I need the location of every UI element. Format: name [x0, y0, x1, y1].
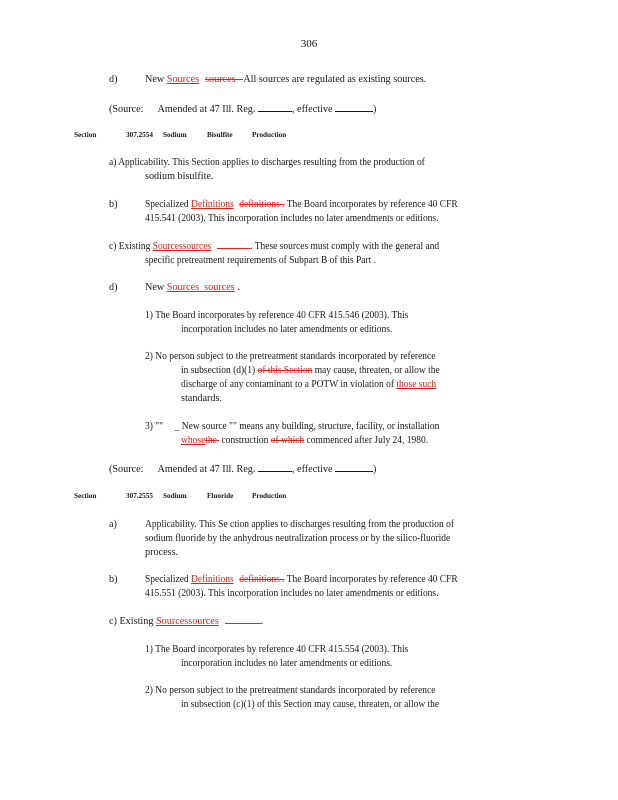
item-label: a) — [109, 519, 117, 530]
paragraph-line: a) Applicability. This Section applies to discharges resulting from the production of — [109, 157, 425, 168]
paragraph-line: Specialized Definitions definitions . The Board incorporates by reference 40 CFR — [145, 574, 458, 585]
paragraph-line: 2) No person subject to the pretreatment standards incorporated by reference — [145, 685, 436, 696]
item-label: d) — [109, 282, 118, 293]
section-title-word: Production — [252, 131, 287, 139]
paragraph-line: specific pretreatment requirements of Subpart B of this Part . — [145, 255, 377, 266]
section-title-word: Production — [252, 492, 287, 500]
paragraph-line: New Sources sources All sources are regulated as existing sources. — [145, 74, 427, 85]
paragraph-line: 3) "" _ New source "" means any building, structure, facility, or installation — [145, 421, 440, 432]
section-title-word: Bisulfite — [207, 131, 233, 139]
paragraph-line: discharge of any contaminant to a POTW in violation of those such — [181, 379, 437, 390]
item-label: b) — [109, 199, 118, 210]
paragraph-line: process. — [145, 547, 179, 558]
inserted-text: Sources — [155, 616, 189, 627]
section-title-word: Sodium — [163, 492, 187, 500]
paragraph-line: 1) The Board incorporates by reference 40 CFR 415.546 (2003). This — [145, 310, 409, 321]
paragraph-line: incorporation includes no later amendments or editions. — [181, 658, 393, 669]
deleted-text: definitions — [239, 199, 280, 210]
page-number: 306 — [300, 38, 318, 50]
section-number: 307.2554 — [126, 131, 153, 139]
deleted-text: the — [205, 435, 217, 446]
paragraph-line: c) Existing Sourcessources . These sources must comply with the general and — [109, 241, 440, 252]
paragraph-line: c) Existing Sourcessources . — [109, 616, 264, 627]
inserted-text: Sources — [166, 282, 200, 293]
paragraph-line: 415.541 (2003). This incorporation includes no later amendments or editions. — [145, 213, 439, 224]
deleted-text: of which — [270, 435, 305, 446]
section-title-word: Fluoride — [207, 492, 234, 500]
inserted-text: Definitions — [191, 199, 234, 210]
inserted-text: those — [396, 379, 417, 390]
paragraph-line: incorporation includes no later amendments or editions. — [181, 324, 393, 335]
paragraph-line: in subsection (c)(1) of this Section may cause, threaten, or allow the — [181, 699, 440, 710]
inserted-text: Sources — [166, 74, 200, 85]
inserted-text: Definitions — [191, 574, 234, 585]
paragraph-line: sodium fluoride by the anhydrous neutralization process or by the silico-fluoride — [145, 533, 451, 544]
paragraph-line: New Sources sources . — [145, 282, 240, 293]
deleted-text: sources — [205, 74, 236, 85]
inserted-text: Sources — [152, 241, 183, 252]
item-label: d) — [109, 74, 118, 85]
paragraph-line: whosethe construction of which commenced after July 24, 1980. — [181, 435, 429, 446]
inserted-blank — [225, 616, 261, 624]
paragraph-line: in subsection (d)(1) of this Section may cause, threaten, or allow the — [181, 365, 440, 376]
inserted-blank — [217, 241, 250, 249]
section-label: Section — [74, 131, 97, 139]
item-label: b) — [109, 574, 118, 585]
source-note: (Source: Amended at 47 Ill. Reg. , effective ) — [109, 104, 377, 115]
deleted-text: definitions — [239, 574, 280, 585]
paragraph-line: 1) The Board incorporates by reference 40 CFR 415.554 (2003). This — [145, 644, 409, 655]
paragraph-line: 415.551 (2003). This incorporation includes no later amendments or editions. — [145, 588, 439, 599]
paragraph-line: 2) No person subject to the pretreatment standards incorporated by reference — [145, 351, 436, 362]
paragraph-line: Applicability. This Se ction applies to discharges resulting from the production of — [145, 519, 455, 530]
paragraph-line: Specialized Definitions definitions . The Board incorporates by reference 40 CFR — [145, 199, 458, 210]
paragraph-line: sodium bisulfite. — [145, 171, 214, 182]
deleted-text: of this Section — [257, 365, 313, 376]
source-note: (Source: Amended at 47 Ill. Reg. , effective ) — [109, 464, 377, 475]
section-title-word: Sodium — [163, 131, 187, 139]
paragraph-line: standards. — [181, 393, 223, 404]
inserted-text: whose — [181, 435, 206, 446]
section-number: 307.2555 — [126, 492, 153, 500]
section-label: Section — [74, 492, 97, 500]
